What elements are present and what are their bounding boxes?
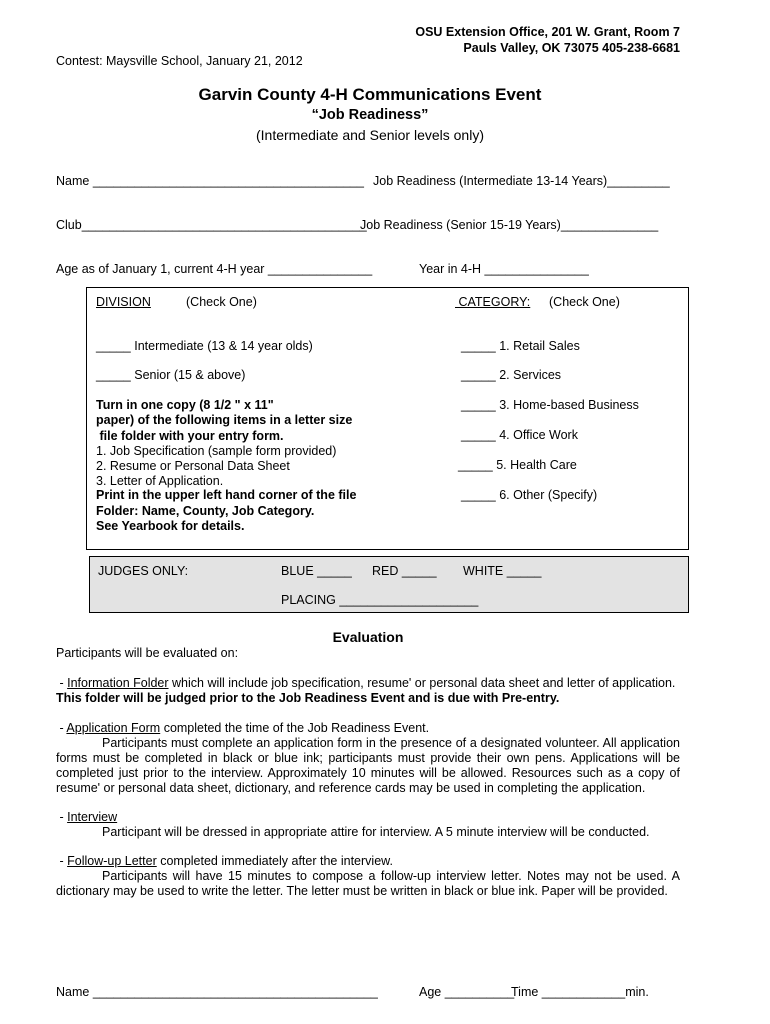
- interview-body: Participant will be dressed in appropriate attire for interview. A 5 minute interview will be conducted.: [102, 825, 650, 839]
- instruction-line: file folder with your entry form.: [96, 429, 284, 443]
- judges-placing-field[interactable]: PLACING ____________________: [281, 593, 479, 607]
- information-folder-label: Information Folder: [67, 676, 169, 690]
- address-line-2: Pauls Valley, OK 73075 405-238-6681: [463, 41, 680, 55]
- page-title: Garvin County 4-H Communications Event: [198, 85, 542, 104]
- judges-only-label: JUDGES ONLY:: [98, 564, 189, 578]
- evaluation-item-follow-up: [56, 854, 680, 899]
- follow-up-letter-body: Participants will have 15 minutes to compose a follow-up interview letter. Notes may not be used. A dictionary may be used to write the letter. The letter must be written in black or blue ink. Paper will be provided.: [56, 869, 680, 898]
- information-folder-bold: This folder will be judged prior to the Job Readiness Event and is due with Pre-entry.: [56, 691, 560, 705]
- evaluation-item-interview: [56, 810, 680, 840]
- instruction-line: Folder: Name, County, Job Category.: [96, 504, 315, 518]
- category-option-office-work[interactable]: _____ 4. Office Work: [461, 428, 578, 442]
- footer-name-field[interactable]: Name _________________________________________: [56, 985, 378, 999]
- evaluation-heading: Evaluation: [332, 629, 404, 645]
- evaluation-item-folder: [56, 676, 680, 706]
- job-readiness-intermediate-field[interactable]: Job Readiness (Intermediate 13-14 Years)_________: [373, 174, 670, 188]
- bullet-dash: -: [56, 854, 68, 868]
- evaluation-item-application: [56, 721, 680, 796]
- instruction-line: See Yearbook for details.: [96, 519, 245, 533]
- instruction-line: 1. Job Specification (sample form provided): [96, 444, 337, 458]
- instruction-line: Turn in one copy (8 1/2 " x 11": [96, 398, 274, 412]
- bullet-dash: -: [56, 810, 68, 824]
- application-form-body: Participants must complete an application form in the presence of a designated volunteer. All application forms must be completed in black or blue ink; participants must provide their own pens. Applications will be completed just prior to the interview. Approximately 10 minutes will be allowed. Resources such as a copy of resume' or personal data sheet, dictionary, and reference cards may be used in completing the application.: [56, 736, 680, 795]
- category-option-retail[interactable]: _____ 1. Retail Sales: [461, 339, 580, 353]
- category-option-services[interactable]: _____ 2. Services: [461, 368, 562, 382]
- job-readiness-senior-field[interactable]: Job Readiness (Senior 15-19 Years)______________: [360, 218, 659, 232]
- footer-time-field[interactable]: Time ____________min.: [511, 985, 649, 999]
- levels-note: (Intermediate and Senior levels only): [255, 127, 484, 143]
- name-field[interactable]: Name _______________________________________: [56, 174, 364, 188]
- follow-up-letter-text: completed immediately after the interview.: [156, 854, 393, 868]
- category-label: CATEGORY:: [455, 295, 531, 309]
- address-line-1: OSU Extension Office, 201 W. Grant, Room 7: [415, 25, 680, 39]
- age-field[interactable]: Age as of January 1, current 4-H year _______________: [56, 262, 373, 276]
- judges-red-field[interactable]: RED _____: [372, 564, 437, 578]
- footer-age-field[interactable]: Age __________: [419, 985, 515, 999]
- judges-blue-field[interactable]: BLUE _____: [281, 564, 352, 578]
- information-folder-text: which will include job specification, resume' or personal data sheet and letter of application.: [168, 676, 676, 690]
- evaluation-intro: Participants will be evaluated on:: [56, 646, 239, 660]
- application-form-text: completed the time of the Job Readiness Event.: [160, 721, 430, 735]
- category-check-note: (Check One): [549, 295, 620, 309]
- bullet-dash: -: [56, 721, 67, 735]
- year-in-4h-field[interactable]: Year in 4-H _______________: [419, 262, 589, 276]
- instruction-line: paper) of the following items in a letter size: [96, 413, 353, 427]
- instruction-line: Print in the upper left hand corner of the file: [96, 488, 357, 502]
- contest-info: Contest: Maysville School, January 21, 2012: [56, 54, 303, 68]
- division-option-senior[interactable]: _____ Senior (15 & above): [96, 368, 246, 382]
- division-option-intermediate[interactable]: _____ Intermediate (13 & 14 year olds): [96, 339, 313, 353]
- category-option-home-business[interactable]: _____ 3. Home-based Business: [461, 398, 639, 412]
- page-subtitle: “Job Readiness”: [311, 107, 429, 123]
- bullet-dash: -: [56, 676, 68, 690]
- division-label: DIVISION: [96, 295, 151, 309]
- application-form-label: Application Form: [66, 721, 161, 735]
- instruction-line: 3. Letter of Application.: [96, 474, 224, 488]
- judges-white-field[interactable]: WHITE _____: [463, 564, 542, 578]
- instruction-line: 2. Resume or Personal Data Sheet: [96, 459, 290, 473]
- interview-label: Interview: [67, 810, 118, 824]
- follow-up-letter-label: Follow-up Letter: [67, 854, 157, 868]
- category-option-health-care[interactable]: _____ 5. Health Care: [458, 458, 577, 472]
- category-option-other[interactable]: _____ 6. Other (Specify): [461, 488, 598, 502]
- division-check-note: (Check One): [186, 295, 257, 309]
- club-field[interactable]: Club_________________________________________: [56, 218, 367, 232]
